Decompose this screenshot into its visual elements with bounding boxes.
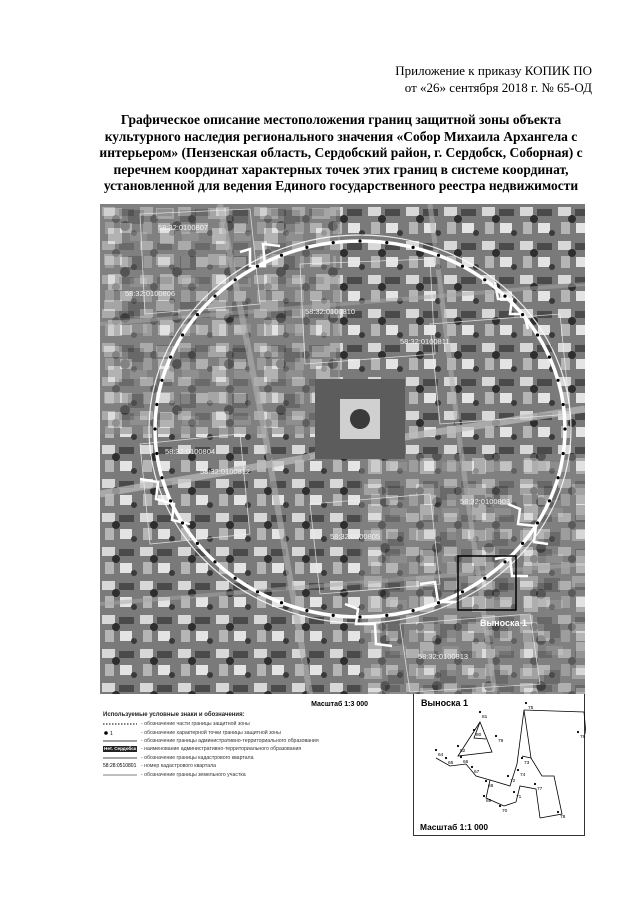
plain-line-swatch xyxy=(103,772,137,778)
boundary-point xyxy=(332,241,335,244)
boundary-point xyxy=(169,356,172,359)
callout-point-label: 70 xyxy=(502,809,508,814)
legend-item-label: - обозначение границы административно-территориального образования xyxy=(141,737,319,744)
callout-point-label: 78 xyxy=(560,815,566,820)
legend-swatch-label: 58:28:0510801 xyxy=(103,763,137,770)
satellite-map xyxy=(100,204,585,694)
callout-point-label: 82 xyxy=(460,749,466,754)
boundary-point xyxy=(412,246,415,249)
boundary-point xyxy=(556,476,559,479)
legend-item xyxy=(103,762,403,770)
callout-point xyxy=(483,795,485,797)
boundary-point xyxy=(358,615,361,618)
boundary-point xyxy=(385,241,388,244)
callout-scale: Масштаб 1:1 000 xyxy=(420,822,489,832)
title-line-4: перечнем координат характерных точек этих границ в системе координат, xyxy=(113,161,569,177)
legend-item-label: - обозначение характерной точки границы защитной зоны xyxy=(141,729,281,736)
boundary-point xyxy=(160,476,163,479)
parcel-label: 58:32:0100804 xyxy=(165,447,216,456)
callout-point-label: 74 xyxy=(520,773,526,778)
boundary-point xyxy=(536,333,539,336)
callout-point xyxy=(460,756,462,758)
dot-swatch xyxy=(103,730,137,736)
boundary-point xyxy=(562,452,565,455)
boundary-point xyxy=(483,278,486,281)
boundary-point xyxy=(169,499,172,502)
document-title xyxy=(78,112,604,195)
boundary-point xyxy=(521,542,524,545)
boundary-point xyxy=(503,560,506,563)
boundary-point xyxy=(521,313,524,316)
boundary-point xyxy=(213,560,216,563)
header-line-2: от «26» сентября 2018 г. № 65-ОД xyxy=(404,80,592,95)
boundary-point xyxy=(305,246,308,249)
callout-point xyxy=(499,805,501,807)
callout-point xyxy=(445,757,447,759)
parcel-label: 58:32:0100811 xyxy=(400,337,450,346)
boundary-point xyxy=(280,254,283,257)
parcel-label: 58:32:0100810 xyxy=(305,307,356,316)
callout-point xyxy=(507,775,509,777)
callout-drawing xyxy=(414,694,586,836)
boundary-point xyxy=(256,265,259,268)
header-note xyxy=(312,62,592,96)
boundary-point xyxy=(483,577,486,580)
callout-point xyxy=(525,702,527,704)
boundary-point xyxy=(196,313,199,316)
callout-point-label: 64 xyxy=(438,753,444,758)
callout-point xyxy=(457,745,459,747)
boundary-point xyxy=(256,590,259,593)
callout-point xyxy=(473,729,475,731)
legend-item xyxy=(103,728,403,736)
callout-point xyxy=(471,766,473,768)
boundary-point xyxy=(548,499,551,502)
boundary-point xyxy=(153,427,156,430)
callout-point xyxy=(435,749,437,751)
parcel-label: 58:32:0100805 xyxy=(330,532,381,541)
boundary-point xyxy=(358,239,361,242)
boundary-point xyxy=(155,452,158,455)
callout-point-label: 72 xyxy=(510,779,516,784)
callout-point-label: 80 xyxy=(476,733,482,738)
legend xyxy=(103,712,403,779)
title-line-3: интерьером» (Пензенская область, Сердобский район, г. Сердобск, Соборная) с xyxy=(99,145,583,161)
callout-point-label: 73 xyxy=(524,761,530,766)
legend-item xyxy=(103,754,403,762)
legend-item-label: - обозначение части границы защитной зоны xyxy=(141,721,250,728)
callout-point xyxy=(513,791,515,793)
legend-item xyxy=(103,720,403,728)
parcel-label: 58:32:0100813 xyxy=(418,652,469,661)
boundary-point xyxy=(181,333,184,336)
callout-point xyxy=(577,731,579,733)
parcel-label: 58:32:0100807 xyxy=(158,223,209,232)
boundary-point xyxy=(562,403,565,406)
callout-point-label: 79 xyxy=(498,739,504,744)
callout-point-label: 68 xyxy=(488,784,494,789)
boundary-point xyxy=(503,295,506,298)
callout-point-label: 66 xyxy=(463,760,469,765)
parcel-label: 58:32:0100803 xyxy=(460,497,511,506)
callout-point-label: 81 xyxy=(482,715,488,720)
boundary-point xyxy=(305,609,308,612)
map-callout-label: Выноска 1 xyxy=(480,618,528,628)
gray-line-swatch xyxy=(103,755,137,761)
boundary-point xyxy=(548,356,551,359)
parcel-label: 58:32:0100812 xyxy=(200,467,251,476)
boundary-point xyxy=(332,614,335,617)
legend-item xyxy=(103,770,403,778)
boundary-point xyxy=(213,295,216,298)
boundary-point xyxy=(536,521,539,524)
callout-point xyxy=(479,711,481,713)
callout-point-label: 65 xyxy=(448,761,454,766)
callout-point-label: 75 xyxy=(528,706,534,711)
boundary-point xyxy=(437,254,440,257)
legend-item xyxy=(103,745,403,753)
boundary-point xyxy=(563,427,566,430)
callout-point xyxy=(517,769,519,771)
dark-band-swatch xyxy=(103,746,137,752)
legend-item xyxy=(103,737,403,745)
legend-item-label: - номер кадастрового квартала xyxy=(141,763,217,770)
boundary-point xyxy=(437,601,440,604)
map-scale: Масштаб 1:3 000 xyxy=(311,701,368,708)
callout-point-label: 76 xyxy=(580,735,586,740)
code-swatch xyxy=(103,763,137,769)
parcel-label: 58:32:0100806 xyxy=(125,289,176,298)
callout-point xyxy=(521,757,523,759)
title-line-2: культурного наследия регионального значения «Собор Михаила Архангела с xyxy=(104,128,578,144)
title-line-5: установленной для ведения Единого государственного реестра недвижимости xyxy=(103,178,579,194)
boundary-point xyxy=(556,379,559,382)
legend-swatch-label: Нет. Сердобск xyxy=(104,746,137,752)
callout-point-label: 69 xyxy=(486,799,492,804)
callout-point xyxy=(534,783,536,785)
boundary-point xyxy=(412,609,415,612)
thin-line-swatch xyxy=(103,738,137,744)
legend-title: Используемые условные знаки и обозначения: xyxy=(103,712,245,718)
boundary-point xyxy=(234,278,237,281)
boundary-point xyxy=(155,403,158,406)
boundary-point xyxy=(196,542,199,545)
callout-point xyxy=(557,811,559,813)
header-line-1: Приложение к приказу КОПИК ПО xyxy=(395,63,592,78)
callout-point xyxy=(495,735,497,737)
callout-title: Выноска 1 xyxy=(421,698,469,708)
boundary-point xyxy=(461,265,464,268)
callout-point-label: 71 xyxy=(516,795,522,800)
callout-panel xyxy=(413,694,585,836)
boundary-point xyxy=(385,614,388,617)
boundary-point xyxy=(280,601,283,604)
svg-text:1: 1 xyxy=(110,730,113,736)
boundary-point xyxy=(234,577,237,580)
legend-item-label: - наименование административно-территориального образования xyxy=(141,746,302,753)
callout-point xyxy=(485,780,487,782)
boundary-point xyxy=(181,521,184,524)
title-line-1: Графическое описание местоположения границ защитной зоны объекта xyxy=(120,112,562,127)
legend-item-label: - обозначение границы кадастрового квартала xyxy=(141,754,254,761)
callout-point-label: 77 xyxy=(537,787,543,792)
boundary-point xyxy=(461,590,464,593)
legend-item-label: - обозначение границы земельного участка xyxy=(141,771,246,778)
callout-point-label: 67 xyxy=(474,770,480,775)
boundary-point xyxy=(160,379,163,382)
dotted-line-swatch xyxy=(103,721,137,727)
